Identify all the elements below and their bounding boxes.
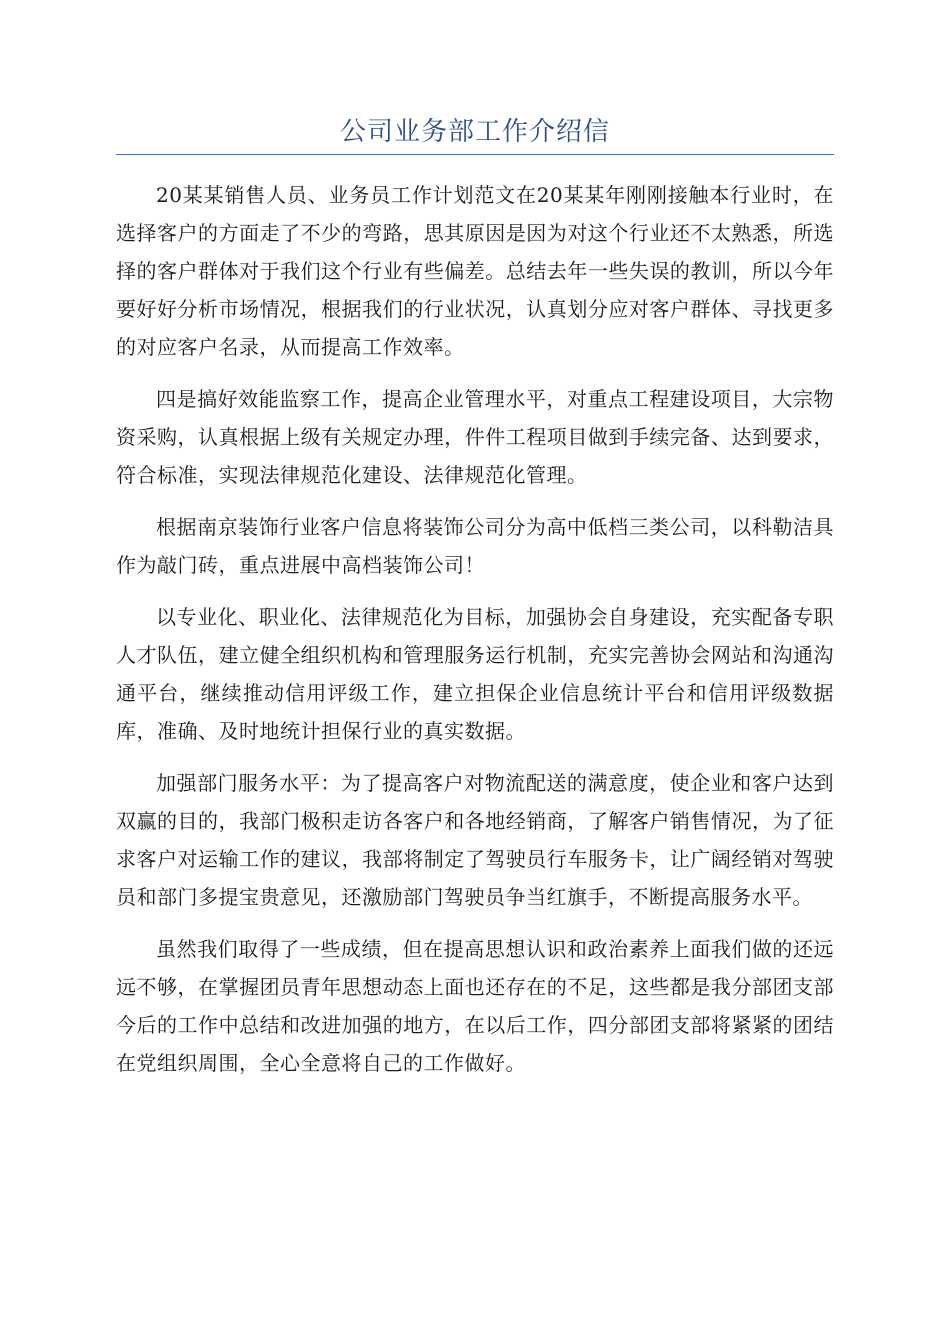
paragraph-4: 以专业化、职业化、法律规范化为目标，加强协会自身建设，充实配备专职人才队伍，建立健全组织机构和管理服务运行机制，充实完善协会网站和沟通沟通平台，继续推动信用评级工作，建立担保企业信息统计平台和信用评级数据库，准确、及时地统计担保行业的真实数据。 [116,605,834,743]
paragraph-3: 根据南京装饰行业客户信息将装饰公司分为高中低档三类公司，以科勒洁具作为敲门砖，重点进展中高档装饰公司！ [116,515,834,577]
title-divider [116,154,834,155]
paragraph-2: 四是搞好效能监察工作，提高企业管理水平，对重点工程建设项目，大宗物资采购，认真根据上级有关规定办理，件件工程项目做到手续完备、达到要求，符合标准，实现法律规范化建设、法律规范化管理。 [116,387,834,487]
paragraph-5: 加强部门服务水平：为了提高客户对物流配送的满意度，使企业和客户达到双赢的目的，我部门极积走访各客户和各地经销商，了解客户销售情况，为了征求客户对运输工作的建议，我部将制定了驾驶员行车服务卡，让广阔经销对驾驶员和部门多提宝贵意见，还激励部门驾驶员争当红旗手，不断提高服务水平。 [116,771,834,909]
document-body [116,176,834,1096]
paragraph-1: 20某某销售人员、业务员工作计划范文在20某某年刚刚接触本行业时，在选择客户的方面走了不少的弯路，思其原因是因为对这个行业还不太熟悉，所选择的客户群体对于我们这个行业有些偏差。总结去年一些失误的教训，所以今年要好好分析市场情况，根据我们的行业状况，认真划分应对客户群体、寻找更多的对应客户名录，从而提高工作效率。 [116,183,834,359]
page-title: 公司业务部工作介绍信 [339,117,610,147]
paragraph-6: 虽然我们取得了一些成绩，但在提高思想认识和政治素养上面我们做的还远远不够，在掌握团员青年思想动态上面也还存在的不足，这些都是我分部团支部今后的工作中总结和改进加强的地方，在以后工作，四分部团支部将紧紧的团结在党组织周围，全心全意将自己的工作做好。 [116,937,834,1075]
